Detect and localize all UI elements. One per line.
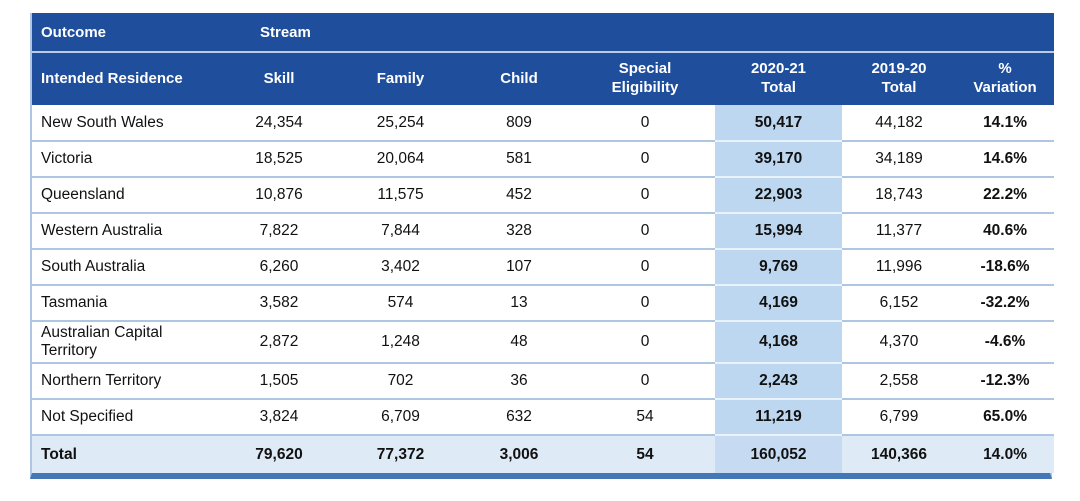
cell-skill: 18,525	[220, 141, 338, 177]
cell-total_2021: 11,219	[715, 399, 842, 435]
cell-residence: Victoria	[32, 141, 220, 177]
header-cell-stream: Stream	[220, 13, 1054, 52]
cell-residence: Total	[32, 435, 220, 473]
cell-family: 702	[338, 363, 463, 399]
cell-family: 3,402	[338, 249, 463, 285]
cell-total_1920: 6,799	[842, 399, 956, 435]
cell-residence: New South Wales	[32, 105, 220, 141]
cell-total_1920: 6,152	[842, 285, 956, 321]
cell-child: 48	[463, 321, 575, 363]
cell-skill: 10,876	[220, 177, 338, 213]
column-header-row	[32, 52, 1054, 105]
cell-total_2021: 160,052	[715, 435, 842, 473]
cell-variation: 14.1%	[956, 105, 1054, 141]
cell-skill: 1,505	[220, 363, 338, 399]
cell-family: 20,064	[338, 141, 463, 177]
cell-special: 54	[575, 435, 715, 473]
cell-total_1920: 2,558	[842, 363, 956, 399]
cell-special: 0	[575, 321, 715, 363]
cell-special: 0	[575, 105, 715, 141]
cell-residence: Not Specified	[32, 399, 220, 435]
cell-total_2021: 15,994	[715, 213, 842, 249]
cell-variation: -18.6%	[956, 249, 1054, 285]
table-body	[32, 105, 1054, 473]
cell-variation: 14.0%	[956, 435, 1054, 473]
cell-variation: -4.6%	[956, 321, 1054, 363]
cell-residence: Northern Territory	[32, 363, 220, 399]
cell-skill: 6,260	[220, 249, 338, 285]
total-row	[32, 435, 1054, 473]
cell-total_2021: 39,170	[715, 141, 842, 177]
header-cell-skill: Skill	[220, 52, 338, 105]
table-row	[32, 321, 1054, 363]
cell-total_1920: 4,370	[842, 321, 956, 363]
cell-skill: 3,582	[220, 285, 338, 321]
cell-total_2021: 9,769	[715, 249, 842, 285]
group-header-row	[32, 13, 1054, 52]
cell-child: 3,006	[463, 435, 575, 473]
cell-total_1920: 140,366	[842, 435, 956, 473]
table-row	[32, 399, 1054, 435]
cell-residence: Tasmania	[32, 285, 220, 321]
cell-variation: -12.3%	[956, 363, 1054, 399]
cell-family: 6,709	[338, 399, 463, 435]
cell-skill: 2,872	[220, 321, 338, 363]
cell-variation: 65.0%	[956, 399, 1054, 435]
cell-skill: 7,822	[220, 213, 338, 249]
cell-child: 452	[463, 177, 575, 213]
cell-total_2021: 4,168	[715, 321, 842, 363]
cell-residence: Western Australia	[32, 213, 220, 249]
table-row	[32, 213, 1054, 249]
cell-skill: 3,824	[220, 399, 338, 435]
cell-family: 574	[338, 285, 463, 321]
cell-special: 0	[575, 177, 715, 213]
cell-special: 0	[575, 285, 715, 321]
cell-residence: Queensland	[32, 177, 220, 213]
header-cell-total_2021: 2020-21 Total	[715, 52, 842, 105]
header-cell-outcome: Outcome	[32, 13, 220, 52]
cell-child: 107	[463, 249, 575, 285]
table-header	[32, 13, 1054, 105]
table-row	[32, 285, 1054, 321]
cell-family: 11,575	[338, 177, 463, 213]
cell-total_2021: 2,243	[715, 363, 842, 399]
cell-total_1920: 34,189	[842, 141, 956, 177]
cell-family: 1,248	[338, 321, 463, 363]
cell-skill: 79,620	[220, 435, 338, 473]
header-cell-child: Child	[463, 52, 575, 105]
cell-total_2021: 50,417	[715, 105, 842, 141]
cell-child: 13	[463, 285, 575, 321]
table-row	[32, 177, 1054, 213]
cell-total_1920: 18,743	[842, 177, 956, 213]
cell-child: 328	[463, 213, 575, 249]
cell-total_1920: 11,996	[842, 249, 956, 285]
cell-child: 581	[463, 141, 575, 177]
cell-family: 77,372	[338, 435, 463, 473]
cell-child: 36	[463, 363, 575, 399]
header-cell-family: Family	[338, 52, 463, 105]
cell-variation: 22.2%	[956, 177, 1054, 213]
table-row	[32, 363, 1054, 399]
cell-special: 54	[575, 399, 715, 435]
cell-special: 0	[575, 141, 715, 177]
header-cell-special: Special Eligibility	[575, 52, 715, 105]
table-row	[32, 141, 1054, 177]
header-cell-total_1920: 2019-20 Total	[842, 52, 956, 105]
cell-family: 25,254	[338, 105, 463, 141]
migration-outcome-table	[30, 13, 1052, 479]
cell-child: 632	[463, 399, 575, 435]
cell-special: 0	[575, 213, 715, 249]
cell-special: 0	[575, 249, 715, 285]
table-row	[32, 105, 1054, 141]
header-cell-variation: % Variation	[956, 52, 1054, 105]
cell-variation: 14.6%	[956, 141, 1054, 177]
table-row	[32, 249, 1054, 285]
cell-residence: Australian Capital Territory	[32, 321, 220, 363]
cell-total_1920: 44,182	[842, 105, 956, 141]
cell-family: 7,844	[338, 213, 463, 249]
cell-child: 809	[463, 105, 575, 141]
data-table	[32, 13, 1054, 473]
cell-total_2021: 4,169	[715, 285, 842, 321]
cell-variation: -32.2%	[956, 285, 1054, 321]
cell-total_2021: 22,903	[715, 177, 842, 213]
cell-special: 0	[575, 363, 715, 399]
cell-skill: 24,354	[220, 105, 338, 141]
header-cell-residence: Intended Residence	[32, 52, 220, 105]
cell-total_1920: 11,377	[842, 213, 956, 249]
cell-variation: 40.6%	[956, 213, 1054, 249]
cell-residence: South Australia	[32, 249, 220, 285]
